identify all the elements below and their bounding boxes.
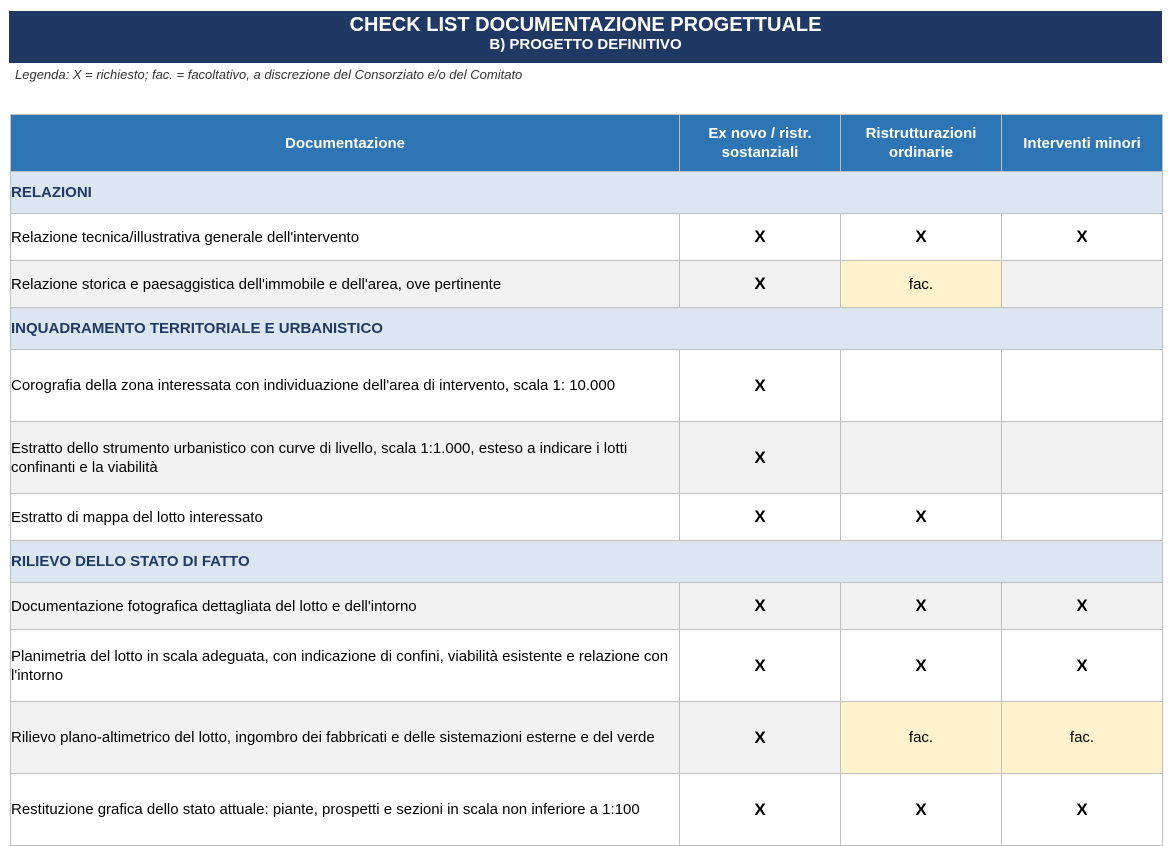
table-row <box>11 261 1163 308</box>
row-description: Relazione tecnica/illustrativa generale dell'intervento <box>11 214 680 261</box>
table-row <box>11 702 1163 774</box>
table-row <box>11 422 1163 494</box>
legend-text: Legenda: X = richiesto; fac. = facoltativo, a discrezione del Consorziato e/o del Comitato <box>15 67 523 82</box>
page-title: CHECK LIST DOCUMENTAZIONE PROGETTUALE <box>349 14 822 36</box>
cell-ristrutturazioni <box>841 422 1002 494</box>
cell-ristrutturazioni: X <box>841 214 1002 261</box>
cell-ristrutturazioni: X <box>841 583 1002 630</box>
title-banner <box>9 11 1162 63</box>
column-header-interventi-minori: Interventi minori <box>1002 115 1163 172</box>
header-row <box>11 115 1163 172</box>
cell-ristrutturazioni: fac. <box>841 702 1002 774</box>
row-description: Planimetria del lotto in scala adeguata, con indicazione di confini, viabilità esistente e relazione con l'intorno <box>11 630 680 702</box>
column-header-ristrutturazioni: Ristrutturazioni ordinarie <box>841 115 1002 172</box>
table-row <box>11 214 1163 261</box>
cell-ex-novo: X <box>680 261 841 308</box>
cell-ex-novo: X <box>680 774 841 846</box>
cell-ristrutturazioni <box>841 350 1002 422</box>
row-description: Estratto di mappa del lotto interessato <box>11 494 680 541</box>
section-row-rilievo <box>11 541 1163 583</box>
section-row-inquadramento <box>11 308 1163 350</box>
row-description: Estratto dello strumento urbanistico con curve di livello, scala 1:1.000, esteso a indicare i lotti confinanti e la viabilità <box>11 422 680 494</box>
cell-interventi-minori: X <box>1002 774 1163 846</box>
cell-ex-novo: X <box>680 494 841 541</box>
cell-ex-novo: X <box>680 630 841 702</box>
cell-interventi-minori: X <box>1002 214 1163 261</box>
cell-ristrutturazioni: X <box>841 630 1002 702</box>
cell-interventi-minori: fac. <box>1002 702 1163 774</box>
row-description: Corografia della zona interessata con individuazione dell'area di intervento, scala 1: 10.000 <box>11 350 680 422</box>
cell-ex-novo: X <box>680 350 841 422</box>
cell-interventi-minori <box>1002 350 1163 422</box>
section-title: RELAZIONI <box>11 172 1163 214</box>
cell-interventi-minori <box>1002 494 1163 541</box>
cell-ex-novo: X <box>680 214 841 261</box>
section-title: RILIEVO DELLO STATO DI FATTO <box>11 541 1163 583</box>
cell-ex-novo: X <box>680 422 841 494</box>
table-row <box>11 630 1163 702</box>
section-row-relazioni <box>11 172 1163 214</box>
column-header-documentazione: Documentazione <box>11 115 680 172</box>
row-description: Documentazione fotografica dettagliata del lotto e dell'intorno <box>11 583 680 630</box>
cell-interventi-minori: X <box>1002 630 1163 702</box>
cell-interventi-minori <box>1002 261 1163 308</box>
table-row <box>11 583 1163 630</box>
cell-ristrutturazioni: X <box>841 774 1002 846</box>
cell-ristrutturazioni: X <box>841 494 1002 541</box>
cell-interventi-minori <box>1002 422 1163 494</box>
cell-ristrutturazioni: fac. <box>841 261 1002 308</box>
cell-interventi-minori: X <box>1002 583 1163 630</box>
table-row <box>11 494 1163 541</box>
section-title: INQUADRAMENTO TERRITORIALE E URBANISTICO <box>11 308 1163 350</box>
page-subtitle: B) PROGETTO DEFINITIVO <box>489 36 682 53</box>
table-row <box>11 350 1163 422</box>
row-description: Restituzione grafica dello stato attuale: piante, prospetti e sezioni in scala non inferiore a 1:100 <box>11 774 680 846</box>
column-header-ex-novo: Ex novo / ristr. sostanziali <box>680 115 841 172</box>
row-description: Relazione storica e paesaggistica dell'immobile e dell'area, ove pertinente <box>11 261 680 308</box>
cell-ex-novo: X <box>680 702 841 774</box>
table-row <box>11 774 1163 846</box>
row-description: Rilievo plano-altimetrico del lotto, ingombro dei fabbricati e delle sistemazioni esterne e del verde <box>11 702 680 774</box>
cell-ex-novo: X <box>680 583 841 630</box>
checklist-table <box>10 114 1163 846</box>
